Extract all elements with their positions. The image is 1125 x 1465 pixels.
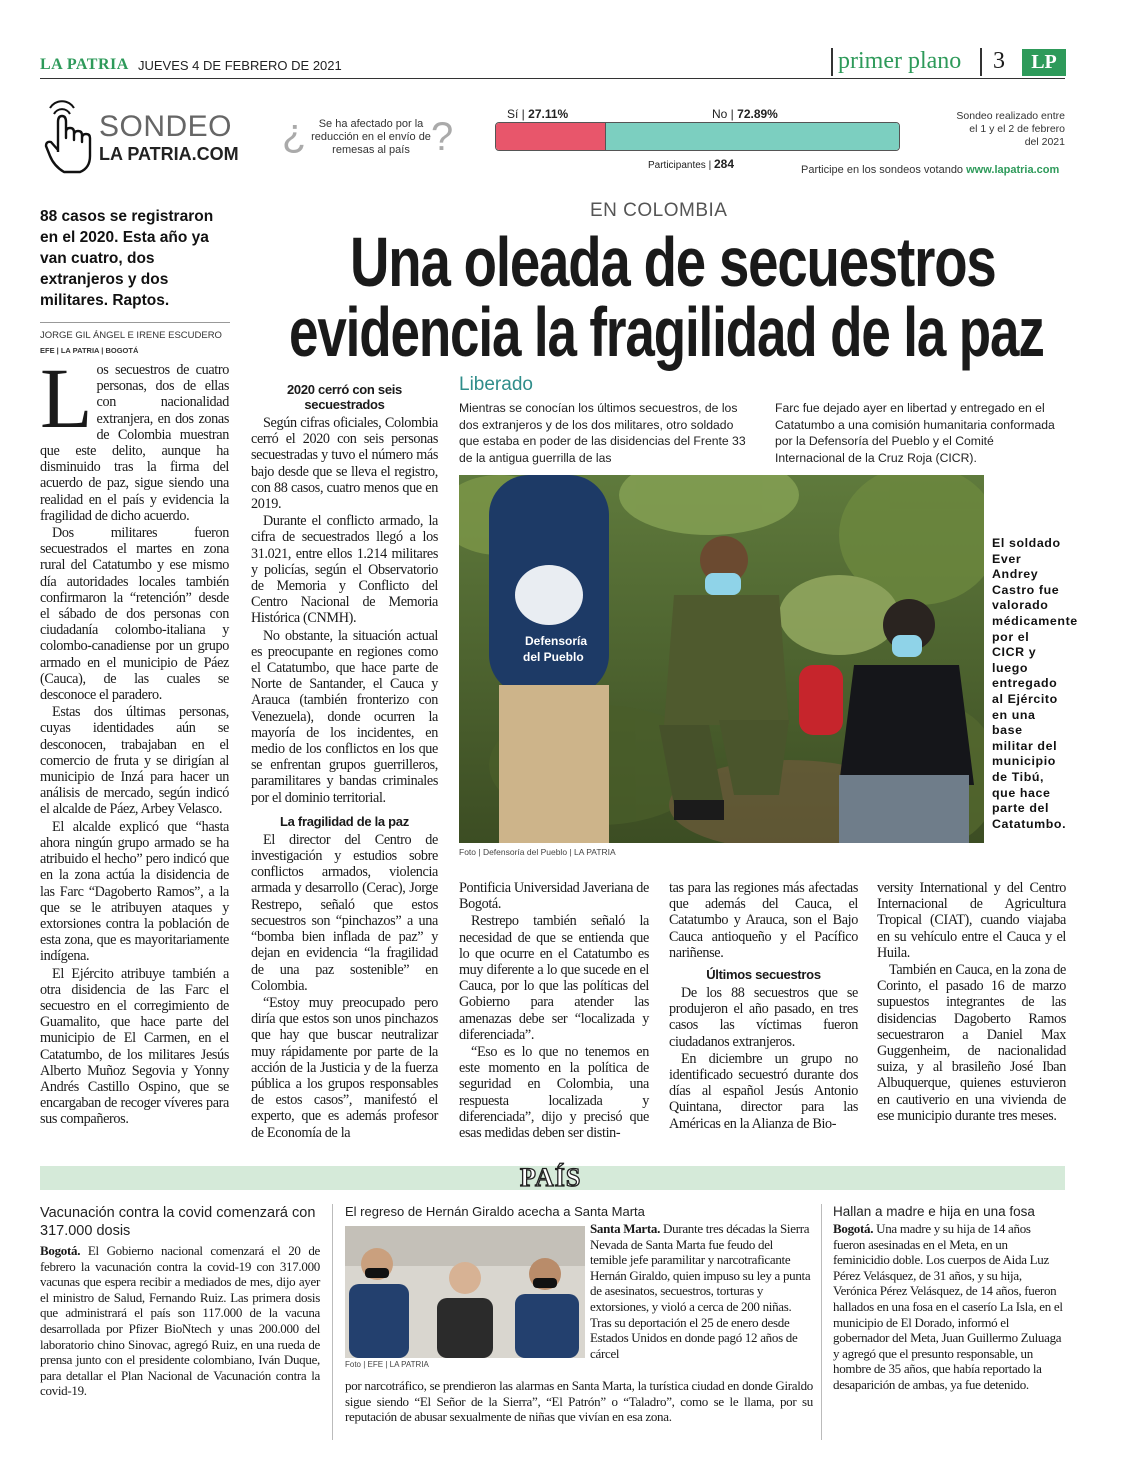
subhead: 2020 cerró con seis secuestrados (287, 382, 402, 412)
paragraph: Según cifras oficiales, Colombia cerró el 2020 con seis personas secuestradas y tuvo el número más bajo desde que se lleva el registro, con 88 casos, cuatro menos que en 2019. (251, 415, 438, 513)
liberado-photo (459, 475, 984, 843)
issue-date: JUEVES 4 DE FEBRERO DE 2021 (138, 58, 342, 73)
poll-participants: Participantes | 284 (648, 157, 734, 171)
photo-caption: El soldado Ever Andrey Castro fue valorado médicamente por el CICR y luego entregado al Ejército en una base militar del municipio de Tibú, que hace parte del Catatumbo. (992, 536, 1078, 831)
column-5 (877, 880, 1066, 1125)
brief-giraldo (345, 1204, 813, 1220)
svg-text:del Pueblo: del Pueblo (523, 650, 584, 664)
liberado-text-right: Farc fue dejado ayer en libertad y entregado en el Catatumbo a una comisión humanitaria conformada por la Defensoría del Pueblo y el Comité Internacional de la Cruz Roja (CICR). (775, 401, 1055, 465)
question-mark-open: ? (283, 116, 306, 160)
section-name: primer plano (838, 48, 962, 74)
paragraph: No obstante, la situación actual es preocupante en regiones como el Catatumbo, que hace parte de Norte de Santander, el Cauca y Arauca (también fronterizo con Venezuela), donde ocurren la mayoría de los incidentes, en medio de los conflictos en los que se enfrentan grupos guerrilleros, paramilitares y bandas criminales por el dominio territorial. (251, 627, 438, 806)
poll-title: SONDEO (99, 110, 233, 143)
brief-text: Bogotá. Una madre y su hija de 14 años fueron asesinadas en el Meta, en un feminicidio doble. Los cuerpos de Aida Luz Pérez Velásquez, de 31 años, y su hija, Verónica Pérez Velásquez, de 14 años, fueron hallados en una fosa en el caserío La Isla, en el municipio de El Dorado, informó el gobernador del Meta, Juan Guillermo Zuluaga y agregó que el presunto responsable, un hombre de 35 años, que había reportado la desaparición de ambas, ya fue detenido. (833, 1221, 1063, 1392)
poll-question: Se ha afectado por la reducción en el envío de remesas al país (311, 118, 431, 156)
headline-line-1: Una oleada de secuestros (350, 223, 996, 301)
liberado-title: Liberado (459, 374, 533, 395)
article-summary: 88 casos se registraron en el 2020. Esta año ya van cuatro, dos extranjeros y dos militares. Raptos. (40, 208, 214, 309)
paragraph: “Eso es lo que no tenemos en este momento en la política de seguridad en Colombia, una respuesta localizada y diferenciada”, dijo y precisó que esas medidas deben ser distin- (459, 1044, 649, 1142)
brief-vacunacion (40, 1204, 320, 1399)
giraldo-photo (345, 1226, 585, 1358)
byline: JORGE GIL ÁNGEL E IRENE ESCUDERO (40, 330, 222, 341)
paragraph: También en Cauca, en la zona de Corinto, el pasado 16 de marzo supuestos integrantes de las disidencias Dagoberto Ramos secuestraron a Daniel Max Guggenheim, de nacionalidad suiza, y al brasileño José Iban Albuquerque, quienes estuvieron en cautiverio en una vivienda de ese municipio durante tres meses. (877, 962, 1066, 1124)
poll-invite: Participe en los sondeos votando www.lapatria.com (801, 164, 1060, 176)
lp-logo: LP (1022, 49, 1066, 76)
paragraph: Restrepo también señaló la necesidad de que se entienda que lo que ocurre en el Catatumbo es muy diferente a lo que sucede en el Cauca, por lo que las políticas del Gobierno para atender las amenazas debe ser “localizada y diferenciada”. (459, 913, 649, 1043)
brief-title: Hallan a madre e hija en una fosa (833, 1204, 1035, 1219)
paragraph: tas para las regiones más afectadas que además del Cauca, el Catatumbo y Arauca, son el Bajo Cauca antioqueño y el Pacífico nariñense. (669, 880, 858, 961)
poll-bar-si (496, 123, 605, 150)
brief-title: Vacunación contra la covid comenzará con 317.000 dosis (40, 1205, 316, 1239)
paragraph: De los 88 secuestros que se produjeron el año pasado, en tres casos las víctimas fueron ciudadanos extranjeros. (669, 985, 858, 1050)
photo-credit: Foto | Defensoría del Pueblo | LA PATRIA (459, 847, 616, 857)
brief-text: por narcotráfico, se prendieron las alarmas en Santa Marta, la turística ciudad en donde Giraldo sigue siendo “El Señor de la Sierra”, “El Patrón” o “Taladro”, como se le llama, por su reputación de abusar sexualmente de niñas que vivían en esa zona. (345, 1378, 813, 1425)
brief-text: Bogotá. El Gobierno nacional comenzará el 20 de febrero la vacunación contra la covid-19 con 317.000 vacunas que espera recibir a mediados de mes, dijo ayer el ministro de Salud, Fernando Ruiz. Las primera dosis que administrará el país son 117.000 de la vacuna desarrollada por Pfizer BioNtech y unas 200.000 del laboratorio chino Sinovac, agregó Ruiz, en una rueda de prensa junto con el presidente colombiano, Iván Duque, para detallar el Plan Nacional de Vacunación contra la covid-19. (40, 1243, 320, 1399)
column-3 (459, 880, 649, 1142)
pais-banner-title: PAÍS (520, 1163, 582, 1192)
brief-giraldo-text-a (590, 1221, 812, 1361)
summary-rule (40, 322, 230, 323)
headline-line-2: evidencia la fragilidad de la paz (289, 293, 1044, 371)
article-kicker: EN COLOMBIA (590, 200, 728, 221)
subhead: Últimos secuestros (706, 967, 821, 983)
paragraph: Durante el conflicto armado, la cifra de secuestrados llegó a los 31.021, entre ellos 1.214 militares y policías, según el Observatorio de Memoria y Conflicto del Centro Nacional de Memoria Histórica (CNMH). (251, 513, 438, 627)
column-2 (251, 378, 438, 1142)
brief-text: Santa Marta. Durante tres décadas la Sierra Nevada de Santa Marta fue feudo del temible jefe paramilitar y narcotraficante Hernán Giraldo, quien impuso su ley a punta de asesinatos, secuestros, torturas y extorsiones, y violó a cerca de 200 niñas. Tras su deportación el 25 de enero desde Estados Unidos en donde pagó 12 años de cárcel (590, 1221, 811, 1361)
question-mark-close: ? (431, 115, 454, 159)
poll-bar-no (605, 123, 899, 150)
brief-fosa (833, 1204, 1065, 1393)
poll-bar (495, 122, 900, 151)
agency: EFE | LA PATRIA | BOGOTÁ (40, 346, 139, 355)
section-divider-right (980, 48, 982, 76)
masthead: LA PATRIA (40, 56, 129, 73)
paragraph: Pontificia Universidad Javeriana de Bogotá. (459, 880, 649, 913)
poll-brand: LA PATRIA.COM (99, 144, 239, 164)
poll-no: No | 72.89% (712, 107, 778, 121)
paragraph: El director del Centro de investigación y estudios sobre conflictos armados, violencia armada y desarrollo (Cerac), Jorge Restrepo, señaló que estos secuestros son “pinchazos” a una “bomba bien inflada de paz” y dejan en evidencia “la fragilidad de una paz sostenible” en Colombia. (251, 831, 438, 994)
dropcap: L (40, 350, 93, 446)
page-number: 3 (993, 48, 1005, 74)
paragraph: El alcalde explicó que “hasta ahora ningún grupo armado se ha atribuido el hecho” pero indicó que en la zona actúa la disidencia de las Farc “Dagoberto Ramos”, a la que se le atribuyen ataques y extorsiones contra la población de esta zona, que es mayoritariamente indígena. (40, 818, 229, 965)
liberado-text-left: Mientras se conocían los últimos secuestros, de los dos extranjeros y de los dos militares, otro soldado que estaba en poder de las disidencias del Frente 33 de la antigua guerrilla de las (459, 401, 746, 465)
paragraph: Dos militares fueron secuestrados el martes en zona rural del Catatumbo y ese mismo día autoridades locales también confirmaron la “retención” desde el sábado de dos personas con ciudadanía colombo-italiana y colombo-canadiense por un grupo armado en el municipio de Páez (Cauca), de las cuales se desconoce el paradero. (40, 525, 229, 704)
giraldo-photo-credit: Foto | EFE | LA PATRIA (345, 1360, 429, 1369)
header-rule (40, 78, 1065, 79)
paragraph: Estas dos últimas personas, cuyas identidades aún se desconocen, trabajaban en el comercio de fruta y se dirigían al municipio de Inzá para hacer un análisis de mercado, según indicó el alcalde de Páez, Arbey Velasco. (40, 704, 229, 818)
brief-divider (821, 1204, 822, 1440)
svg-text:Defensoría: Defensoría (525, 634, 588, 648)
poll-link[interactable]: www.lapatria.com (966, 164, 1060, 176)
poll-si: Sí | 27.11% (507, 107, 569, 121)
brief-giraldo-text-b (345, 1378, 813, 1425)
brief-divider (332, 1204, 333, 1440)
paragraph: En diciembre un grupo no identificado secuestró durante dos días al español Jesús Antonio Quintana, director para las Américas en la Alianza de Bio- (669, 1050, 858, 1132)
section-divider-left (831, 48, 833, 76)
brief-title: El regreso de Hernán Giraldo acecha a Santa Marta (345, 1204, 645, 1219)
paragraph: “Estoy muy preocupado pero diría que estos son unos pinchazos que hay que buscar neutralizar muy rápidamente por parte de la acción de la Justicia y de la fuerza pública a los grupos responsables de estos casos”, manifestó el experto, que es además profesor de Economía de la (251, 994, 438, 1141)
column-4 (669, 880, 858, 1133)
paragraph: El Ejército atribuye también a otra disidencia de las Farc el secuestro en el corregimiento de Guamalito, que hace parte del municipio de El Carmen, en el Catatumbo, de los militares Jesús Alberto Muñoz Segovia y Yonny Andrés Castillo Ospino, que se encargaban de recoger víveres para sus compañeros. (40, 965, 229, 1128)
hand-click-icon (40, 98, 96, 176)
poll-note: Sondeo realizado entre el 1 y el 2 de febrero del 2021 (956, 110, 1065, 148)
lead-paragraph: os secuestros de cuatro personas, dos de ellas con nacionalidad extranjera, en dos zonas de Colombia muestran que este delito, aunque ha disminuido tras la firma del acuerdo de paz, sigue siendo una realidad en el país y evidencia la fragilidad de dicho acuerdo. (40, 362, 229, 524)
paragraph: versity International y del Centro Internacional de Agricultura Tropical (CIAT), cuando viajaba en su vehículo entre el Cauca y el Huila. (877, 880, 1066, 961)
subhead: La fragilidad de la paz (280, 813, 409, 829)
